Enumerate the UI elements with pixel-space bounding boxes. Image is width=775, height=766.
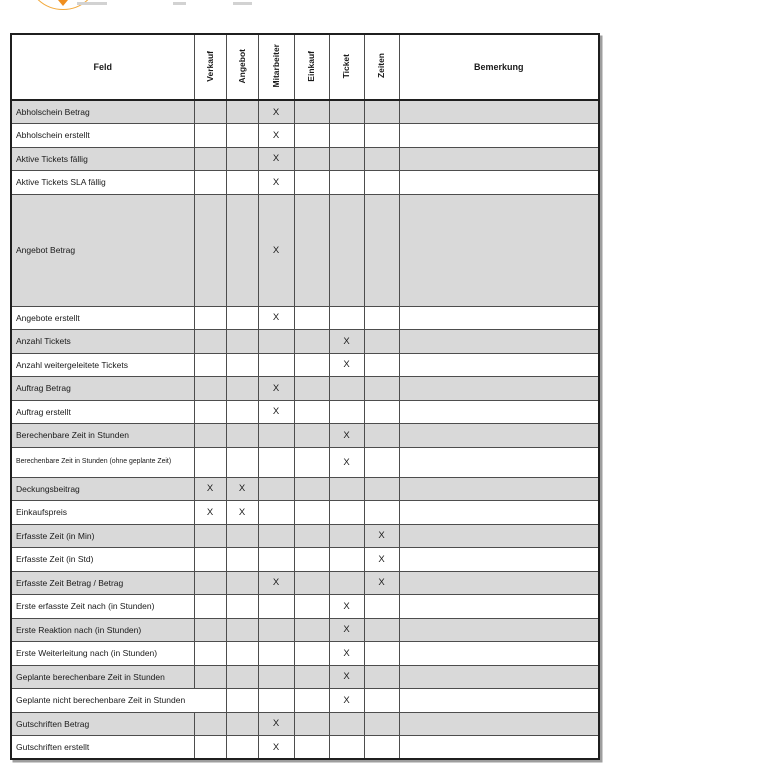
mark-cell-einkauf [294,689,329,713]
column-header-mitarbeiter [258,34,294,100]
table-body [11,100,599,759]
mark-cell-angebot [226,306,258,330]
mark-cell-zeiten [364,665,399,689]
mark-cell-zeiten [364,194,399,306]
mark-cell-angebot [226,124,258,148]
mark-cell-einkauf [294,353,329,377]
mark-cell-angebot [226,618,258,642]
feld-cell: Einkaufspreis [11,501,194,525]
mark-cell-ticket: X [329,424,364,448]
mark-cell-einkauf [294,147,329,171]
mark-cell-angebot [226,524,258,548]
mark-cell-ticket: X [329,665,364,689]
table-row [11,100,599,124]
mark-cell-verkauf [194,712,226,736]
mark-cell-mitarbeiter: X [258,147,294,171]
mark-cell-zeiten [364,618,399,642]
mark-cell-zeiten: X [364,524,399,548]
mark-cell-ticket [329,712,364,736]
header-row [11,34,599,100]
mark-cell-mitarbeiter: X [258,194,294,306]
mark-cell-einkauf [294,712,329,736]
cropped-text-fragment [233,2,252,5]
bemerkung-cell [399,447,599,477]
bemerkung-cell [399,330,599,354]
rotated-header-label: Zeiten [376,53,387,79]
mark-cell-ticket: X [329,618,364,642]
bemerkung-cell [399,642,599,666]
table-row [11,147,599,171]
feld-cell: Geplante nicht berechenbare Zeit in Stunden [11,689,226,713]
mark-cell-mitarbeiter [258,501,294,525]
column-header-ticket [329,34,364,100]
table-row [11,501,599,525]
mark-cell-angebot [226,689,258,713]
bemerkung-cell [399,100,599,124]
mark-cell-ticket [329,124,364,148]
mark-cell-verkauf [194,100,226,124]
mark-cell-ticket: X [329,689,364,713]
mark-cell-mitarbeiter [258,642,294,666]
mark-cell-mitarbeiter [258,424,294,448]
mark-cell-angebot: X [226,477,258,501]
mark-cell-ticket: X [329,330,364,354]
mark-cell-verkauf [194,377,226,401]
bemerkung-cell [399,501,599,525]
table-row [11,524,599,548]
mark-cell-mitarbeiter [258,330,294,354]
table-row [11,736,599,760]
table-row [11,306,599,330]
feld-cell: Anzahl Tickets [11,330,194,354]
mark-cell-angebot [226,147,258,171]
mark-cell-angebot [226,100,258,124]
rotated-header-label: Mitarbeiter [270,44,281,88]
feld-cell: Auftrag Betrag [11,377,194,401]
mark-cell-ticket [329,306,364,330]
table-row [11,642,599,666]
mark-cell-mitarbeiter [258,447,294,477]
mark-cell-verkauf [194,306,226,330]
mark-cell-ticket [329,147,364,171]
mark-cell-mitarbeiter: X [258,306,294,330]
mark-cell-verkauf [194,665,226,689]
table-row [11,171,599,195]
mark-cell-mitarbeiter: X [258,571,294,595]
mark-cell-einkauf [294,377,329,401]
mark-cell-zeiten [364,124,399,148]
mark-cell-zeiten [364,400,399,424]
mark-cell-einkauf [294,100,329,124]
mark-cell-einkauf [294,477,329,501]
mark-cell-verkauf [194,736,226,760]
rotated-header-label: Ticket [341,53,352,79]
table-row [11,571,599,595]
feld-cell: Erfasste Zeit (in Std) [11,548,194,572]
mark-cell-zeiten: X [364,571,399,595]
mark-cell-einkauf [294,501,329,525]
mark-cell-mitarbeiter [258,524,294,548]
mark-cell-ticket [329,171,364,195]
bemerkung-cell [399,736,599,760]
mark-cell-zeiten [364,306,399,330]
bemerkung-cell [399,477,599,501]
mark-cell-verkauf [194,618,226,642]
mark-cell-einkauf [294,400,329,424]
mark-cell-ticket: X [329,642,364,666]
table-row [11,618,599,642]
feld-cell: Erste Reaktion nach (in Stunden) [11,618,194,642]
mark-cell-zeiten: X [364,548,399,572]
mark-cell-verkauf [194,330,226,354]
bemerkung-cell [399,424,599,448]
table-head [11,34,599,100]
mark-cell-ticket: X [329,447,364,477]
mark-cell-mitarbeiter: X [258,124,294,148]
mark-cell-verkauf [194,147,226,171]
mark-cell-zeiten [364,147,399,171]
bemerkung-cell [399,524,599,548]
bemerkung-cell [399,124,599,148]
bemerkung-cell [399,353,599,377]
mark-cell-verkauf [194,524,226,548]
table-row [11,424,599,448]
mark-cell-verkauf [194,548,226,572]
column-header-zeiten [364,34,399,100]
bemerkung-cell [399,712,599,736]
field-mapping-table [10,33,600,760]
table-row [11,665,599,689]
bemerkung-cell [399,377,599,401]
bemerkung-cell [399,618,599,642]
mark-cell-einkauf [294,736,329,760]
feld-cell: Erfasste Zeit Betrag / Betrag [11,571,194,595]
mark-cell-angebot [226,712,258,736]
mark-cell-ticket [329,100,364,124]
mark-cell-angebot [226,330,258,354]
bemerkung-cell [399,147,599,171]
feld-cell: Aktive Tickets fällig [11,147,194,171]
mark-cell-mitarbeiter [258,665,294,689]
mark-cell-angebot [226,353,258,377]
table-row [11,377,599,401]
mark-cell-angebot [226,595,258,619]
mark-cell-mitarbeiter: X [258,171,294,195]
mark-cell-verkauf [194,194,226,306]
mark-cell-verkauf: X [194,477,226,501]
bemerkung-cell [399,171,599,195]
mark-cell-mitarbeiter: X [258,400,294,424]
mark-cell-verkauf [194,595,226,619]
bemerkung-cell [399,548,599,572]
rotated-header-label: Verkauf [204,50,215,82]
mark-cell-ticket: X [329,595,364,619]
mark-cell-mitarbeiter: X [258,712,294,736]
mark-cell-angebot [226,571,258,595]
mark-cell-angebot [226,377,258,401]
cropped-text-fragment [173,2,186,5]
mark-cell-ticket [329,377,364,401]
feld-cell: Angebot Betrag [11,194,194,306]
mark-cell-einkauf [294,171,329,195]
feld-cell: Anzahl weitergeleitete Tickets [11,353,194,377]
mark-cell-mitarbeiter [258,618,294,642]
mark-cell-einkauf [294,665,329,689]
table-row [11,548,599,572]
feld-cell: Abholschein erstellt [11,124,194,148]
mark-cell-einkauf [294,618,329,642]
mark-cell-mitarbeiter [258,548,294,572]
mark-cell-verkauf [194,424,226,448]
feld-cell: Angebote erstellt [11,306,194,330]
mark-cell-ticket [329,477,364,501]
mark-cell-einkauf [294,595,329,619]
table-row [11,477,599,501]
mark-cell-einkauf [294,524,329,548]
mark-cell-verkauf: X [194,501,226,525]
mark-cell-ticket [329,524,364,548]
cropped-text-fragment [77,2,107,5]
feld-cell: Berechenbare Zeit in Stunden [11,424,194,448]
rotated-header-label: Einkauf [306,50,317,82]
mark-cell-ticket [329,400,364,424]
mark-cell-mitarbeiter: X [258,377,294,401]
column-header-bemerkung: Bemerkung [399,34,599,100]
column-header-feld: Feld [11,34,194,100]
partial-logo [20,0,130,14]
mark-cell-mitarbeiter: X [258,100,294,124]
mark-cell-einkauf [294,424,329,448]
mark-cell-verkauf [194,571,226,595]
mark-cell-angebot [226,194,258,306]
bemerkung-cell [399,595,599,619]
feld-cell: Erste Weiterleitung nach (in Stunden) [11,642,194,666]
mark-cell-zeiten [364,424,399,448]
mark-cell-angebot [226,171,258,195]
table-row [11,330,599,354]
mark-cell-zeiten [364,712,399,736]
mark-cell-zeiten [364,447,399,477]
mark-cell-mitarbeiter [258,353,294,377]
mark-cell-ticket: X [329,353,364,377]
mark-cell-verkauf [194,400,226,424]
mark-cell-angebot [226,665,258,689]
feld-cell: Auftrag erstellt [11,400,194,424]
mark-cell-zeiten [364,477,399,501]
mark-cell-ticket [329,194,364,306]
mark-cell-angebot [226,736,258,760]
logo-flame-icon [58,0,68,6]
mark-cell-angebot [226,548,258,572]
rotated-header-label: Angebot [236,48,247,84]
feld-cell: Gutschriften erstellt [11,736,194,760]
mark-cell-angebot: X [226,501,258,525]
table-row [11,353,599,377]
table-row [11,712,599,736]
table-row [11,595,599,619]
feld-cell: Abholschein Betrag [11,100,194,124]
mark-cell-angebot [226,424,258,448]
mark-cell-einkauf [294,571,329,595]
bemerkung-cell [399,306,599,330]
mark-cell-zeiten [364,689,399,713]
mark-cell-einkauf [294,330,329,354]
bemerkung-cell [399,689,599,713]
feld-cell: Berechenbare Zeit in Stunden (ohne geplante Zeit) [11,447,194,477]
mark-cell-zeiten [364,100,399,124]
mark-cell-einkauf [294,194,329,306]
mark-cell-zeiten [364,642,399,666]
mark-cell-angebot [226,447,258,477]
mark-cell-mitarbeiter [258,595,294,619]
feld-cell: Erste erfasste Zeit nach (in Stunden) [11,595,194,619]
feld-cell: Gutschriften Betrag [11,712,194,736]
column-header-angebot [226,34,258,100]
mark-cell-zeiten [364,595,399,619]
column-header-verkauf [194,34,226,100]
bemerkung-cell [399,665,599,689]
table-row [11,689,599,713]
mark-cell-zeiten [364,377,399,401]
bemerkung-cell [399,571,599,595]
mark-cell-mitarbeiter: X [258,736,294,760]
mark-cell-verkauf [194,353,226,377]
feld-cell: Geplante berechenbare Zeit in Stunden [11,665,194,689]
feld-cell: Aktive Tickets SLA fällig [11,171,194,195]
mark-cell-ticket [329,501,364,525]
feld-cell: Deckungsbeitrag [11,477,194,501]
bemerkung-cell [399,194,599,306]
mark-cell-verkauf [194,447,226,477]
table-row [11,447,599,477]
mark-cell-angebot [226,642,258,666]
mark-cell-einkauf [294,642,329,666]
mark-cell-einkauf [294,306,329,330]
mark-cell-verkauf [194,124,226,148]
mark-cell-mitarbeiter [258,477,294,501]
mark-cell-einkauf [294,447,329,477]
mark-cell-einkauf [294,124,329,148]
mark-cell-mitarbeiter [258,689,294,713]
mark-cell-verkauf [194,642,226,666]
mark-cell-angebot [226,400,258,424]
mark-cell-zeiten [364,171,399,195]
mark-cell-ticket [329,571,364,595]
mark-cell-zeiten [364,501,399,525]
table-row [11,400,599,424]
mark-cell-einkauf [294,548,329,572]
mark-cell-verkauf [194,171,226,195]
feld-cell: Erfasste Zeit (in Min) [11,524,194,548]
mark-cell-zeiten [364,736,399,760]
mark-cell-zeiten [364,353,399,377]
table-row [11,124,599,148]
mark-cell-zeiten [364,330,399,354]
mark-cell-ticket [329,548,364,572]
column-header-einkauf [294,34,329,100]
mark-cell-ticket [329,736,364,760]
bemerkung-cell [399,400,599,424]
table-row [11,194,599,306]
